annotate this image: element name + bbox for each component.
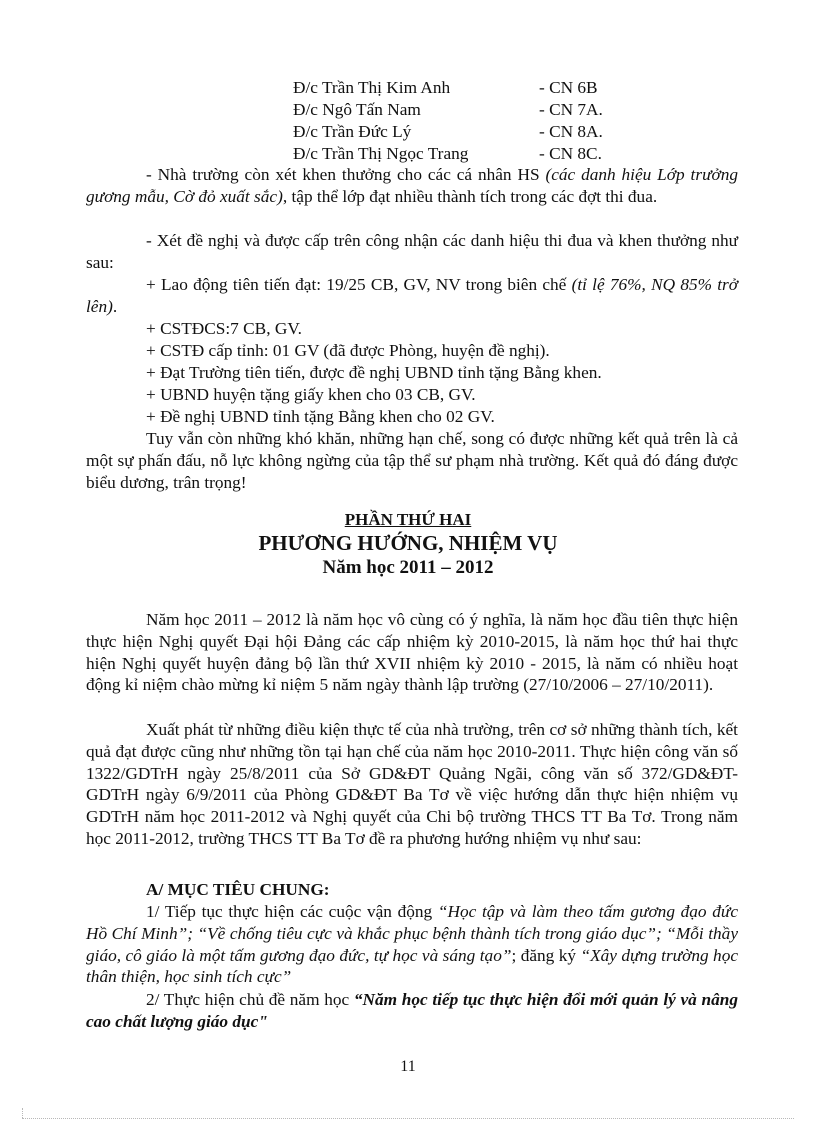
staff-name-4: Đ/c Trần Thị Ngọc Trang bbox=[293, 144, 469, 163]
section-a-heading: A/ MỤC TIÊU CHUNG: bbox=[146, 880, 330, 899]
item1-italic: “Học tập và làm theo tấm gương đạo đức Hồ Chí Minh”; “Về chống tiêu cực và khắc phục bệnh thành tích trong giáo dục”; “Mỗi thầy giáo, cô giáo là một tấm gương đạo đức, tự học và sáng tạo” bbox=[86, 902, 738, 965]
khen-post: , tập thể lớp đạt nhiều thành tích trong các đợt thi đua. bbox=[282, 186, 658, 206]
school-year: Năm học 2011 – 2012 bbox=[322, 557, 494, 578]
staff-role-1: - CN 6B bbox=[539, 78, 598, 97]
footer-dotted-line bbox=[22, 1118, 794, 1119]
staff-name-3: Đ/c Trần Đức Lý bbox=[293, 122, 412, 141]
bullet-item: + CSTĐCS:7 CB, GV. bbox=[146, 319, 302, 338]
paragraph-xuat-phat: Xuất phát từ những điều kiện thực tế của nhà trường, trên cơ sở những thành tích, kết quả đạt được cũng như những tồn tại hạn chế của năm học 2010-2011. Thực hiện công văn số 1322/GDTrH ngày 25/8/2011 của Sở GD&ĐT Quảng Ngãi, công văn số 372/GD&ĐT-GDTrH ngày 6/9/2011 của Phòng GD&ĐT Ba Tơ về việc hướng dẫn thực hiện nhiệm vụ GDTrH năm học 2011-2012 và Nghị quyết của Chi bộ trường THCS TT Ba Tơ. Trong năm học 2011-2012, trường THCS TT Ba Tơ đề ra phương hướng nhiệm vụ như sau: bbox=[86, 720, 738, 848]
bullet-item: + CSTĐ cấp tỉnh: 01 GV (đã được Phòng, huyện đề nghị). bbox=[146, 341, 550, 360]
khen-italic: (các danh hiệu Lớp trưởng gương mẫu, Cờ đỏ xuất sắc) bbox=[86, 165, 738, 206]
item1-mid: ; đăng ký bbox=[511, 945, 581, 965]
staff-role-2: - CN 7A. bbox=[539, 100, 603, 119]
staff-role-4: - CN 8C. bbox=[539, 144, 602, 163]
khen-pre: - Nhà trường còn xét khen thưởng cho các cá nhân HS bbox=[146, 165, 546, 184]
bullet-lao-dong bbox=[86, 274, 738, 318]
bullet-item: + Đạt Trường tiên tiến, được đề nghị UBND tỉnh tặng Bằng khen. bbox=[146, 363, 602, 382]
footer-corner-mark bbox=[22, 1108, 29, 1118]
bullet-item: + UBND huyện tặng giấy khen cho 03 CB, GV. bbox=[146, 385, 476, 404]
section-title: PHƯƠNG HƯỚNG, NHIỆM VỤ bbox=[258, 531, 558, 555]
bullet-item: + Đề nghị UBND tỉnh tặng Bằng khen cho 02 GV. bbox=[146, 407, 495, 426]
item2-bold-italic: “Năm học tiếp tục thực hiện đổi mới quản lý và nâng cao chất lượng giáo dục" bbox=[86, 990, 738, 1031]
page-number: 11 bbox=[400, 1058, 416, 1075]
item-1 bbox=[86, 901, 738, 988]
paragraph-tuy-van: Tuy vẫn còn những khó khăn, những hạn chế, song có được những kết quả trên là cả một sự phấn đấu, nỗ lực không ngừng của tập thể sư phạm nhà trường. Kết quả đó đáng được biểu dương, trân trọng! bbox=[86, 429, 738, 492]
staff-name-1: Đ/c Trần Thị Kim Anh bbox=[293, 78, 451, 97]
staff-name-2: Đ/c Ngô Tấn Nam bbox=[293, 100, 421, 119]
ld-italic: (tỉ lệ 76%, NQ 85% trở lên) bbox=[86, 275, 738, 316]
ld-pre: + Lao động tiên tiến đạt: 19/25 CB, GV, NV trong biên chế bbox=[146, 275, 572, 294]
item-2 bbox=[86, 989, 738, 1033]
ld-post: . bbox=[112, 296, 118, 316]
staff-role-3: - CN 8A. bbox=[539, 122, 603, 141]
part-heading: PHẦN THỨ HAI bbox=[344, 510, 472, 529]
paragraph-xet-de-nghi: - Xét đề nghị và được cấp trên công nhận các danh hiệu thi đua và khen thưởng như sau: bbox=[86, 231, 738, 272]
paragraph-khen-thuong bbox=[86, 164, 738, 208]
paragraph-nam-hoc: Năm học 2011 – 2012 là năm học vô cùng có ý nghĩa, là năm học đầu tiên thực hiện thực hiện Nghị quyết Đại hội Đảng các cấp nhiệm kỳ 2010-2015, là năm học thứ hai thực hiện Nghị quyết huyện đảng bộ lần thứ XVII nhiệm kỳ 2010 - 2015, là năm có nhiều hoạt động kỉ niệm chào mừng kỉ niệm 5 năm ngày thành lập trường (27/10/2006 – 27/10/2011). bbox=[86, 610, 738, 695]
item1-italic2: “Xây dựng trường học thân thiện, học sinh tích cực” bbox=[86, 945, 739, 987]
item2-pre: 2/ Thực hiện chủ đề năm học bbox=[146, 990, 354, 1009]
item1-pre: 1/ Tiếp tục thực hiện các cuộc vận động bbox=[146, 902, 438, 921]
